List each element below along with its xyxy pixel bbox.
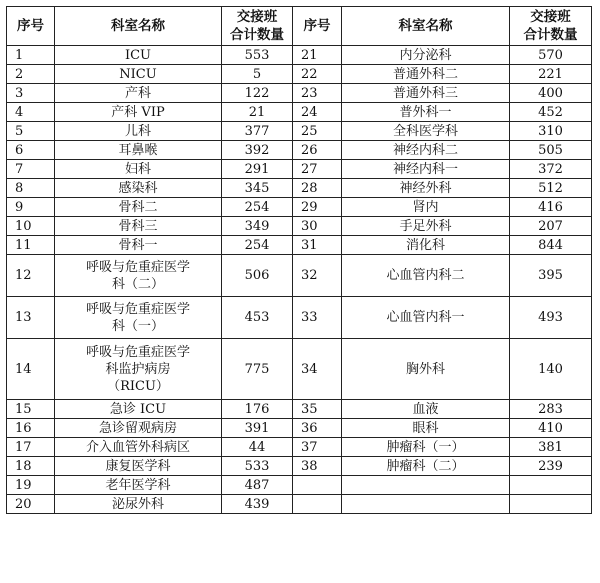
dept-name-line: 心血管内科二 [386,268,465,283]
right-count-cell: 400 [510,84,592,103]
left-count-cell: 487 [222,476,293,495]
table-row [7,419,592,438]
left-count-cell: 345 [222,179,293,198]
right-seq-cell: 38 [293,457,342,476]
dept-name-line: 急诊 ICU [109,401,167,417]
left-seq-cell: 5 [7,122,55,141]
left-count-cell: 553 [222,46,293,65]
l-dept-cell [55,438,222,457]
table-body [7,46,592,514]
header-total-line2: 合计数量 [523,27,578,43]
dept-name-line: 儿科 [124,123,151,139]
left-seq-cell: 13 [7,297,55,339]
l-dept-cell [55,103,222,122]
dept-name-line: 耳鼻喉 [118,142,158,158]
dept-name-line: 普外科一 [399,104,452,120]
dept-name-line: 普通外科三 [392,85,458,101]
dept-name-line: 感染科 [118,180,158,196]
l-dept-cell [55,65,222,84]
r-dept-cell [342,198,510,217]
dept-name-line: 胸外科 [405,361,445,377]
left-seq-cell: 10 [7,217,55,236]
header-total-line1: 交接班 [236,9,278,25]
right-seq-cell: 30 [293,217,342,236]
dept-name-line: 神经内科一 [392,161,458,177]
dept-name-line: 科（二） [111,276,164,292]
dept-name-line: 介入血管外科病区 [85,439,190,455]
l-dept-cell [55,84,222,103]
dept-name-line: 内分泌科 [399,47,452,63]
left-seq-cell: 3 [7,84,55,103]
dept-name-line: 肿瘤科（二） [386,458,465,474]
right-seq-cell: 33 [293,297,342,339]
right-seq-cell: 25 [293,122,342,141]
left-seq-cell: 17 [7,438,55,457]
r-dept-cell [342,297,510,339]
left-count-cell: 44 [222,438,293,457]
header-seq-left: 序号 [7,7,55,46]
dept-name-line: 普通外科二 [392,66,458,82]
dept-name-line: 眼科 [412,420,439,436]
table-row [7,217,592,236]
left-seq-cell: 12 [7,255,55,297]
left-count-cell: 533 [222,457,293,476]
left-seq-cell: 14 [7,339,55,400]
dept-name-line: 血液 [412,401,439,417]
table-row [7,103,592,122]
dept-name-line: 全科医学科 [392,123,458,139]
right-count-cell: 372 [510,160,592,179]
dept-name-line: 妇科 [124,161,151,177]
dept-name-line: 神经内科二 [392,142,458,158]
dept-name-line: 神经外科 [399,180,452,196]
r-dept-cell [342,236,510,255]
table-row [7,476,592,495]
right-count-cell: 395 [510,255,592,297]
l-dept-cell [55,141,222,160]
table-row [7,198,592,217]
right-seq-cell [293,476,342,495]
right-seq-cell: 32 [293,255,342,297]
table-row [7,122,592,141]
right-seq-cell: 27 [293,160,342,179]
right-seq-cell: 37 [293,438,342,457]
r-dept-cell [342,84,510,103]
right-seq-cell: 26 [293,141,342,160]
left-seq-cell: 20 [7,495,55,514]
r-dept-cell [342,400,510,419]
dept-name-line: 泌尿外科 [111,496,164,512]
left-seq-cell: 11 [7,236,55,255]
right-seq-cell: 29 [293,198,342,217]
right-seq-cell: 34 [293,339,342,400]
right-count-cell: 283 [510,400,592,419]
left-count-cell: 122 [222,84,293,103]
left-seq-cell: 16 [7,419,55,438]
header-seq-right: 序号 [293,7,342,46]
handover-count-table [6,6,592,514]
dept-name-line: 呼吸与危重症医学 [85,344,190,360]
dept-name-line: 骨科一 [118,237,158,253]
right-count-cell [510,476,592,495]
table-row [7,255,592,297]
dept-name-line: 手足外科 [399,218,452,234]
table-row [7,236,592,255]
dept-name-line: NICU [119,66,157,82]
table-row [7,339,592,400]
left-seq-cell: 19 [7,476,55,495]
header-total-line2: 合计数量 [230,27,284,43]
right-count-cell: 239 [510,457,592,476]
right-count-cell: 416 [510,198,592,217]
r-dept-cell [342,339,510,400]
r-dept-cell [342,65,510,84]
r-dept-cell [342,255,510,297]
l-dept-cell [55,297,222,339]
l-dept-cell [55,255,222,297]
r-dept-cell [342,46,510,65]
r-dept-cell [342,438,510,457]
table-row [7,400,592,419]
left-count-cell: 391 [222,419,293,438]
l-dept-cell [55,46,222,65]
l-dept-cell [55,160,222,179]
r-dept-cell [342,457,510,476]
dept-name-line: 科监护病房 [105,361,171,377]
r-dept-cell [342,495,510,514]
header-total-line1: 交接班 [530,9,571,25]
right-count-cell [510,495,592,514]
header-dept-right: 科室名称 [342,7,510,46]
left-seq-cell: 2 [7,65,55,84]
r-dept-cell [342,476,510,495]
left-count-cell: 377 [222,122,293,141]
header-row [7,7,592,46]
left-seq-cell: 15 [7,400,55,419]
header-total-right [510,7,592,46]
dept-name-line: 心血管内科一 [386,310,465,325]
right-count-cell: 221 [510,65,592,84]
l-dept-cell [55,179,222,198]
l-dept-cell [55,495,222,514]
l-dept-cell [55,457,222,476]
header-dept-left: 科室名称 [55,7,222,46]
left-count-cell: 21 [222,103,293,122]
table-row [7,46,592,65]
right-seq-cell: 35 [293,400,342,419]
left-count-cell: 349 [222,217,293,236]
left-seq-cell: 18 [7,457,55,476]
right-seq-cell: 36 [293,419,342,438]
header-total-left [222,7,293,46]
right-count-cell: 512 [510,179,592,198]
right-count-cell: 452 [510,103,592,122]
dept-name-line: 老年医学科 [105,477,171,493]
table-row [7,141,592,160]
r-dept-cell [342,141,510,160]
dept-name-line: 产科 [124,85,151,101]
dept-name-line: 呼吸与危重症医学 [85,301,190,317]
right-seq-cell [293,495,342,514]
dept-name-line: 呼吸与危重症医学 [85,259,190,275]
right-count-cell: 844 [510,236,592,255]
l-dept-cell [55,236,222,255]
right-seq-cell: 22 [293,65,342,84]
r-dept-cell [342,122,510,141]
l-dept-cell [55,122,222,141]
left-count-cell: 506 [222,255,293,297]
r-dept-cell [342,160,510,179]
table-row [7,457,592,476]
left-count-cell: 5 [222,65,293,84]
left-count-cell: 392 [222,141,293,160]
left-count-cell: 254 [222,236,293,255]
table-row [7,160,592,179]
l-dept-cell [55,476,222,495]
dept-name-line: 康复医学科 [105,458,171,474]
table-row [7,297,592,339]
l-dept-cell [55,400,222,419]
dept-name-line: 骨科二 [118,199,158,215]
dept-name-line: 肾内 [412,199,439,215]
left-count-cell: 291 [222,160,293,179]
left-seq-cell: 4 [7,103,55,122]
right-seq-cell: 31 [293,236,342,255]
dept-name-line: 骨科三 [118,218,158,234]
l-dept-cell [55,419,222,438]
table-row [7,84,592,103]
right-seq-cell: 28 [293,179,342,198]
right-count-cell: 493 [510,297,592,339]
left-count-cell: 453 [222,297,293,339]
l-dept-cell [55,217,222,236]
left-count-cell: 439 [222,495,293,514]
right-count-cell: 381 [510,438,592,457]
table-row [7,495,592,514]
dept-name-line: 科（一） [111,318,164,334]
dept-name-line: 产科 VIP [111,104,165,120]
left-count-cell: 176 [222,400,293,419]
left-count-cell: 775 [222,339,293,400]
dept-name-line: ICU [124,47,152,63]
right-count-cell: 570 [510,46,592,65]
dept-name-line: （RICU） [107,378,169,394]
right-seq-cell: 23 [293,84,342,103]
left-seq-cell: 8 [7,179,55,198]
right-seq-cell: 24 [293,103,342,122]
r-dept-cell [342,217,510,236]
left-seq-cell: 1 [7,46,55,65]
table-row [7,65,592,84]
l-dept-cell [55,198,222,217]
r-dept-cell [342,103,510,122]
table-row [7,179,592,198]
dept-name-line: 急诊留观病房 [98,420,177,436]
right-count-cell: 207 [510,217,592,236]
right-count-cell: 410 [510,419,592,438]
r-dept-cell [342,419,510,438]
left-seq-cell: 6 [7,141,55,160]
right-count-cell: 310 [510,122,592,141]
left-count-cell: 254 [222,198,293,217]
table-row [7,438,592,457]
left-seq-cell: 9 [7,198,55,217]
r-dept-cell [342,179,510,198]
left-seq-cell: 7 [7,160,55,179]
dept-name-line: 消化科 [405,237,445,253]
right-count-cell: 140 [510,339,592,400]
right-seq-cell: 21 [293,46,342,65]
dept-name-line: 肿瘤科（一） [386,439,465,455]
right-count-cell: 505 [510,141,592,160]
l-dept-cell [55,339,222,400]
